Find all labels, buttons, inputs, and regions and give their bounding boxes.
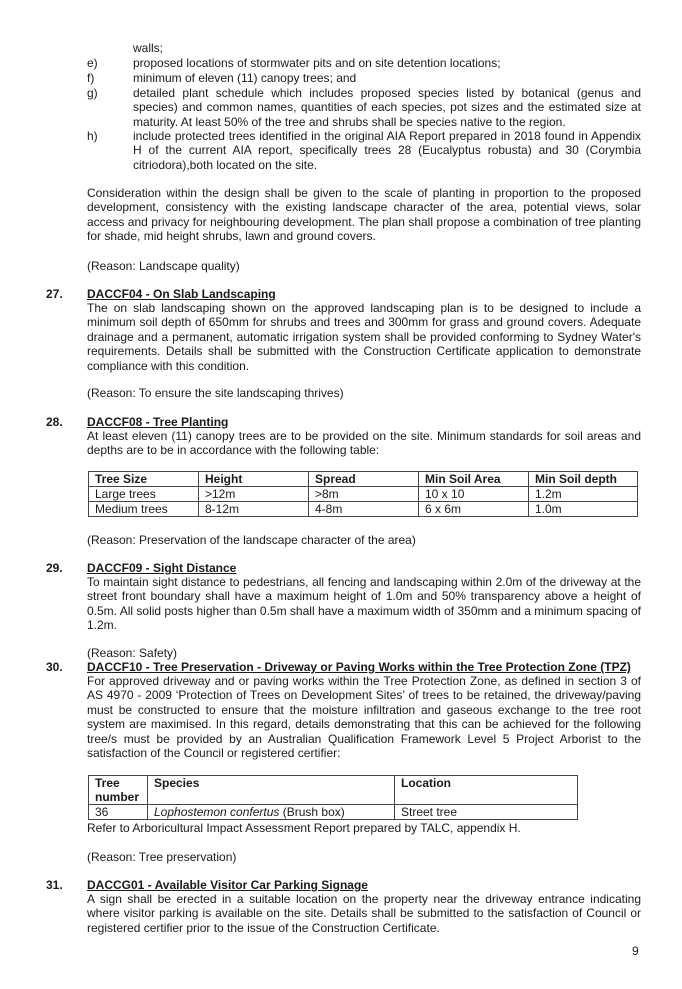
reason-text: (Reason: To ensure the site landscaping thrives)	[87, 386, 344, 400]
reason-text: (Reason: Landscape quality)	[87, 259, 240, 273]
list-item: f) minimum of eleven (11) canopy trees; and	[87, 71, 357, 85]
table-header: Tree Size	[89, 472, 199, 487]
page-number: 9	[632, 944, 639, 958]
condition-heading: DACCG01 - Available Visitor Car Parking Signage	[87, 878, 368, 892]
table-row	[89, 487, 638, 502]
condition-number: 28.	[46, 415, 63, 429]
table-cell: >8m	[309, 487, 419, 502]
condition-body: The on slab landscaping shown on the approved landscaping plan is to be designed to include a minimum soil depth of 650mm for shrubs and trees and 300mm for grass and ground covers. Adequate drainage and a permanent, automatic irrigation system shall be provided conforming to Sydney Water's requirements. Details shall be submitted with the Construction Certificate application to demonstrate compliance with this condition.	[87, 301, 641, 373]
list-item: walls;	[133, 41, 164, 55]
reason-text: (Reason: Preservation of the landscape character of the area)	[87, 533, 416, 547]
condition-body: For approved driveway and or paving works within the Tree Protection Zone, as defined in section 3 of AS 4970 - 2009 ‘Protection of Trees on Development Sites’ of trees to be retained, the driveway/paving must be constructed to ensure that the moisture infiltration and gaseous exchange to the tree root system are maximised. In this regard, details demonstrating that this can be achieved for the following tree/s must be provided by an Australian Qualification Framework Level 5 Project Arborist to the satisfaction of the Council or registered certifier:	[87, 674, 641, 761]
table-cell: Medium trees	[89, 502, 199, 517]
table-header: Species	[148, 776, 395, 805]
list-item: h) include protected trees identified in the original AIA Report prepared in 2018 found in Appendix H of the current AIA report, specifically trees 28 (Eucalyptus robusta) and 30 (Corymbia citriodora),both located on the site.	[87, 129, 641, 172]
table-header: Spread	[309, 472, 419, 487]
table-header: Min Soil Area	[419, 472, 529, 487]
species-common-name: (Brush box)	[279, 805, 345, 819]
table-cell: 8-12m	[199, 502, 309, 517]
condition-heading: DACCF08 - Tree Planting	[87, 415, 229, 429]
condition-heading: DACCF04 - On Slab Landscaping	[87, 287, 276, 301]
table-cell: >12m	[199, 487, 309, 502]
table-header: Location	[395, 776, 578, 805]
table-cell: 10 x 10	[419, 487, 529, 502]
table-row	[89, 502, 638, 517]
table-header: Height	[199, 472, 309, 487]
condition-number: 31.	[46, 878, 63, 892]
tree-preservation-table	[88, 775, 578, 820]
refer-text: Refer to Arboricultural Impact Assessment Report prepared by TALC, appendix H.	[87, 821, 521, 835]
condition-heading: DACCF10 - Tree Preservation - Driveway or Paving Works within the Tree Protection Zone (TPZ)	[87, 660, 631, 674]
table-cell: 4-8m	[309, 502, 419, 517]
table-header: Tree number	[89, 776, 148, 805]
condition-heading: DACCF09 - Sight Distance	[87, 561, 237, 575]
table-cell	[148, 805, 395, 820]
condition-body: At least eleven (11) canopy trees are to be provided on the site. Minimum standards for soil areas and depths are to be in accordance with the following table:	[87, 429, 641, 458]
table-header: Min Soil depth	[529, 472, 638, 487]
list-item: e) proposed locations of stormwater pits and on site detention locations;	[87, 56, 501, 70]
table-row	[89, 805, 578, 820]
condition-body: A sign shall be erected in a suitable location on the property near the driveway entrance indicating where visitor parking is available on the site. Details shall be submitted to the satisfaction of Council or registered certifier prior to the issue of the Construction Certificate.	[87, 892, 641, 935]
list-item: g) detailed plant schedule which includes proposed species listed by botanical (genus and species) and common names, quantities of each species, pot sizes and the estimated size at maturity. At least 50% of the tree and shrubs shall be species native to the region.	[87, 86, 641, 129]
table-cell: Street tree	[395, 805, 578, 820]
table-header-row	[89, 472, 638, 487]
reason-text: (Reason: Tree preservation)	[87, 850, 237, 864]
table-cell: 1.2m	[529, 487, 638, 502]
tree-size-table	[88, 471, 638, 517]
table-cell: Large trees	[89, 487, 199, 502]
table-cell: 36	[89, 805, 148, 820]
table-cell: 1.0m	[529, 502, 638, 517]
table-header-row	[89, 776, 578, 805]
condition-number: 29.	[46, 561, 63, 575]
table-cell: 6 x 6m	[419, 502, 529, 517]
condition-number: 27.	[46, 287, 63, 301]
reason-text: (Reason: Safety)	[87, 646, 178, 660]
consideration-paragraph: Consideration within the design shall be given to the scale of planting in proportion to the proposed development, consistency with the existing landscape character of the area, potential views, solar access and privacy for neighbouring development. The plan shall propose a combination of tree planting for shade, mid height shrubs, lawn and ground covers.	[87, 186, 641, 244]
condition-number: 30.	[46, 660, 63, 674]
condition-body: To maintain sight distance to pedestrians, all fencing and landscaping within 2.0m of the driveway at the street front boundary shall have a maximum height of 1.0m and 50% transparency above a height of 0.5m. All solid posts higher than 0.5m shall have a maximum width of 350mm and a minimum spacing of 1.2m.	[87, 575, 641, 633]
species-name: Lophostemon confertus	[154, 805, 280, 819]
